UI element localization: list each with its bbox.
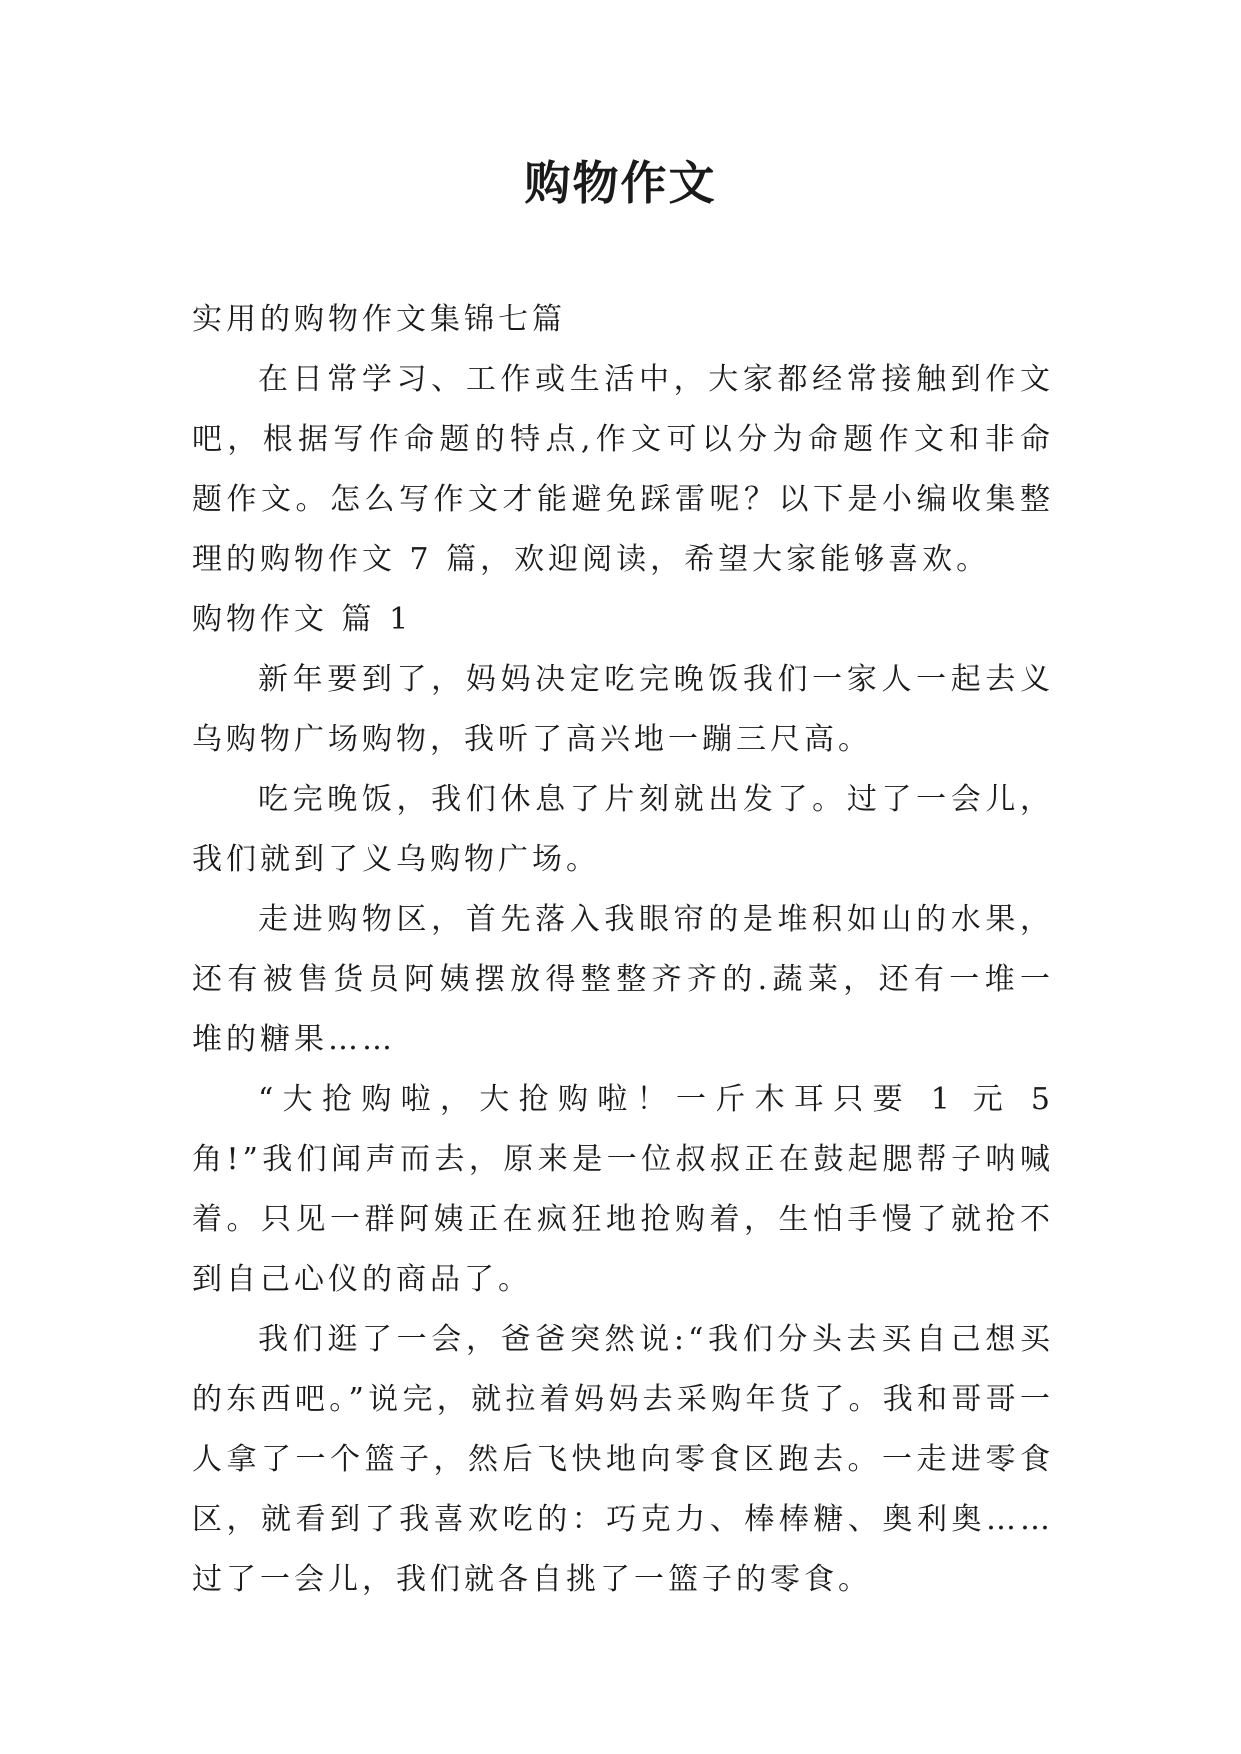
body-paragraph: 新年要到了，妈妈决定吃完晚饭我们一家人一起去义乌购物广场购物，我听了高兴地一蹦三尺高。: [192, 662, 1054, 757]
intro-heading: 实用的购物作文集锦七篇: [192, 302, 566, 337]
body-paragraph: 我们逛了一会，爸爸突然说:“我们分头去买自己想买的东西吧。”说完，就拉着妈妈去采购年货了。我和哥哥一人拿了一个篮子，然后飞快地向零食区跑去。一走进零食区，就看到了我喜欢吃的：巧克力、棒棒糖、奥利奥……过了一会儿，我们就各自挑了一篮子的零食。: [192, 1322, 1054, 1597]
document-body: [192, 290, 1054, 1610]
section-heading: 购物作文 篇 1: [192, 602, 413, 637]
document-title: 购物作文: [524, 156, 717, 210]
body-paragraph: 走进购物区，首先落入我眼帘的是堆积如山的水果，还有被售货员阿姨摆放得整整齐齐的.蔬菜，还有一堆一堆的糖果……: [192, 902, 1054, 1057]
intro-paragraph: 在日常学习、工作或生活中，大家都经常接触到作文吧，根据写作命题的特点,作文可以分为命题作文和非命题作文。怎么写作文才能避免踩雷呢？以下是小编收集整理的购物作文 7 篇，欢迎阅读，希望大家能够喜欢。: [192, 362, 1054, 577]
body-paragraph: 吃完晚饭，我们休息了片刻就出发了。过了一会儿，我们就到了义乌购物广场。: [192, 782, 1054, 877]
body-paragraph: “大抢购啦，大抢购啦！一斤木耳只要 1 元 5 角!”我们闻声而去，原来是一位叔叔正在鼓起腮帮子呐喊着。只见一群阿姨正在疯狂地抢购着，生怕手慢了就抢不到自己心仪的商品了。: [192, 1082, 1054, 1297]
